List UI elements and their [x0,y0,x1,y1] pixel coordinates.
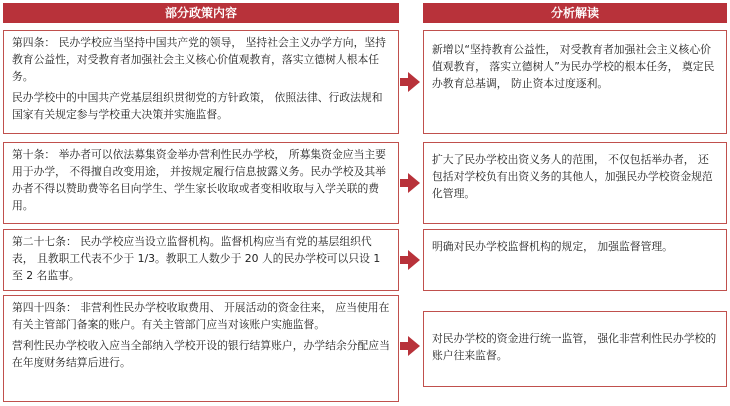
arrow-right-icon [408,173,420,193]
analysis-text: 扩大了民办学校出资义务人的范围， 不仅包括举办者， 还包括对学校负有出资义务的其他人，加强民办学校资金规范化管理。 [432,153,713,200]
policy-box-article-27 [3,229,399,291]
right-column-header: 分析解读 [423,3,727,23]
policy-text: 第四十四条： 非营利性民办学校收取费用、 开展活动的资金往来， 应当使用在有关主管部门备案的账户。有关主管部门应当对该账户实施监督。 [12,301,390,331]
analysis-box-article-44 [423,311,727,387]
policy-text: 营利性民办学校收入应当全部纳入学校开设的银行结算账户，办学结余分配应当在年度财务结算后进行。 [12,339,390,369]
analysis-box-article-27 [423,229,727,291]
policy-text: 第十条： 举办者可以依法募集资金举办营利性民办学校， 所募集资金应当主要用于办学， 不得擅自改变用途， 并按规定履行信息披露义务。民办学校及其举办者不得以赞助费等名目向学生、学生家长收取或者变相收取与入学关联的费用。 [12,148,386,212]
policy-text: 第四条： 民办学校应当坚持中国共产党的领导， 坚持社会主义办学方向，坚持教育公益性，对受教育者加强社会主义核心价值观教育，落实立德树人根本任务。 [12,36,386,83]
arrow-right-icon [408,72,420,92]
policy-text: 第二十七条： 民办学校应当设立监督机构。监督机构应当有党的基层组织代表， 且教职工代表不少于 1/3。教职工人数少于 20 人的民办学校可以只设 1 至 2 名监事。 [12,235,381,282]
analysis-box-article-4 [423,30,727,134]
analysis-box-article-10 [423,142,727,224]
analysis-text: 对民办学校的资金进行统一监管， 强化非营利性民办学校的账户往来监督。 [432,332,717,362]
arrow-right-icon [408,250,420,270]
left-column-header: 部分政策内容 [3,3,399,23]
policy-text: 民办学校中的中国共产党基层组织贯彻党的方针政策， 依照法律、行政法规和国家有关规定参与学校重大决策并实施监督。 [12,91,383,121]
policy-box-article-10 [3,142,399,224]
analysis-text: 明确对民办学校监督机构的规定， 加强监督管理。 [432,240,673,253]
analysis-text: 新增以“坚持教育公益性， 对受教育者加强社会主义核心价值观教育， 落实立德树人”为民办学校的根本任务， 奠定民办教育总基调， 防止资本过度逐利。 [432,43,715,90]
policy-box-article-44 [3,295,399,402]
arrow-right-icon [408,336,420,356]
policy-box-article-4 [3,30,399,134]
